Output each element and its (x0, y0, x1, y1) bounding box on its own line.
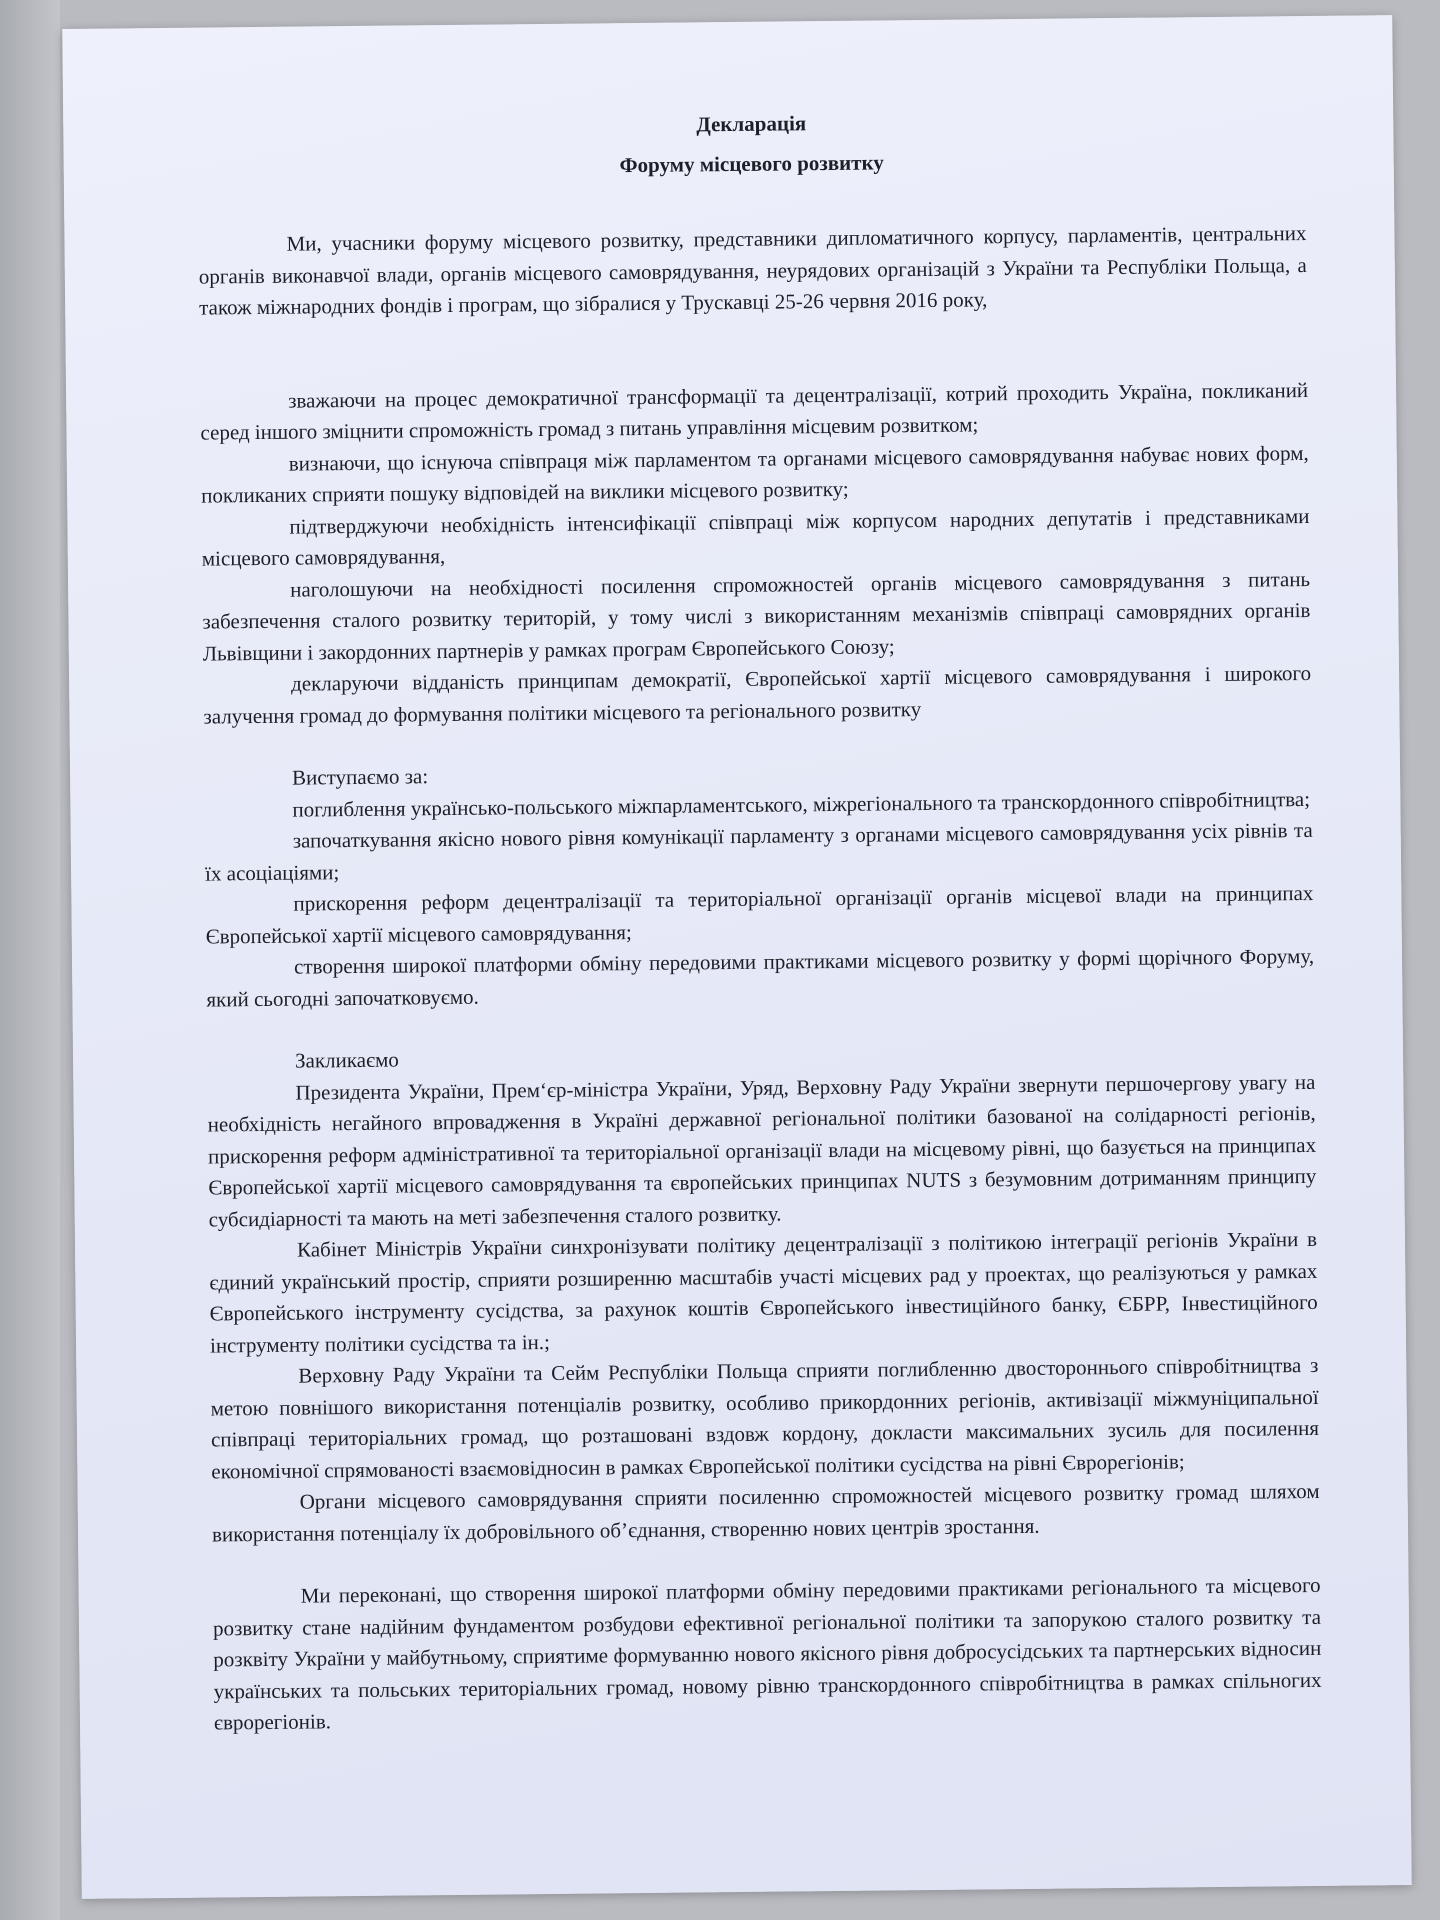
support-item: поглиблення українсько-польського міжпарламентського, міжрегіонального та транскордонного співробітництва; (292, 786, 1311, 822)
document-body (197, 98, 1322, 1739)
appeal-item: Верховну Раду України та Сейм Республіки Польща сприяти поглибленню двостороннього співробітництва з метою повнішого використання потенціалів розвитку, особливо прикордонних регіонів, активізації міжмуніципальної співпраці територіальних громад, що розташовані вздовж кордону, докласти максимальних зусиль для посилення економічної спрямованості взаємовідносин в рамках Європейської політики сусідства на рівні Єврорегіонів; (210, 1352, 1320, 1484)
paper-sheet (62, 15, 1412, 1899)
appeal-item: Органи місцевого самоврядування сприяти посиленню спроможностей місцевого розвитку громад шляхом використання потенціалу їх добровільного об’єднання, створенню нових центрів зростання. (211, 1478, 1320, 1547)
consideration-item: декларуючи відданість принципам демократії, Європейської хартії місцевого самоврядування і широкого залучення громад до формування політики місцевого та регіонального розвитку (203, 660, 1312, 729)
photo-background (0, 0, 60, 1920)
appeal-item: Президента України, Прем‘єр-міністра України, Уряд, Верховну Раду України звернути першочергову увагу на необхідність негайного впровадження в Україні державної регіональної політики базованої на солідарності регіонів, прискорення реформ адміністративної та територіальної організації влади на місцевому рівні, що базується на принципах Європейської хартії місцевого самоврядування та європейських принципах NUTS з безумовним дотриманням принципу субсидіарності та мають на меті забезпечення сталого розвитку. (207, 1069, 1317, 1232)
consideration-item: наголошуючи на необхідності посилення спроможностей органів місцевого самоврядування з питань забезпечення сталого розвитку територій, у тому числі з використанням механізмів співпраці самоврядних органів Львівщини і закордонних партнерів у рамках програм Європейського Союзу; (202, 566, 1311, 666)
support-item: започаткування якісно нового рівня комунікації парламенту з органами місцевого самоврядування усіх рівнів та їх асоціаціями; (204, 817, 1313, 886)
support-heading: Виступаємо за: (291, 764, 429, 790)
appeal-heading: Закликаємо (294, 1047, 399, 1073)
support-item: створення широкої платформи обміну передовими практиками місцевого розвитку у формі щорічного Форуму, який сьогодні започатковуємо. (206, 943, 1315, 1012)
intro-paragraph: Ми, учасники форуму місцевого розвитку, представники дипломатичного корпусу, парламентів, центральних органів виконавчої влади, органів місцевого самоврядування, неурядових організацій з України та Республіки Польща, а також міжнародних фондів і програм, що зібралися у Трускавці 25-26 червня 2016 року, (198, 220, 1307, 320)
consideration-item: підтверджуючи необхідність інтенсифікації співпраці між корпусом народних депутатів і представниками місцевого самоврядування, (201, 503, 1310, 571)
consideration-item: зважаючи на процес демократичної трансформації та децентралізації, котрий проходить Україна, покликаний серед іншого зміцнити спроможність громад з питань управління місцевим розвитком; (200, 377, 1309, 445)
document-title: Декларація (696, 111, 807, 137)
conclusion-paragraph: Ми переконані, що створення широкої платформи обміну передовими практиками регіонального та місцевого розвитку стане надійним фундаментом розбудови ефективної регіональної політики та запорукою сталого розвитку та розквіту України у майбутньому, сприятиме формуванню нового якісного рівня добросусідських та партнерських відносин українських та польських територіальних громад, новому рівню транскордонного співробітництва в рамках спільногих єврорегіонів. (212, 1572, 1322, 1735)
consideration-item: визнаючи, що існуюча співпраця між парламентом та органами місцевого самоврядування набуває нових форм, покликаних сприяти пошуку відповідей на виклики місцевого розвитку; (201, 440, 1309, 508)
document-subtitle: Форуму місцевого розвитку (619, 150, 884, 178)
support-item: прискорення реформ децентралізації та територіальної організації органів місцевої влади на принципах Європейської хартії місцевого самоврядування; (205, 880, 1314, 949)
appeal-item: Кабінет Міністрів України синхронізувати політику децентралізації з політикою інтеграції регіонів України в єдиний український простір, сприяти розширенню масштабів участі місцевих рад у проектах, що реалізуються у рамках Європейського інструменту сусідства, за рахунок коштів Європейського інвестиційного банку, ЄБРР, Інвестиційного інструменту політики сусідства та ін.; (209, 1226, 1318, 1358)
